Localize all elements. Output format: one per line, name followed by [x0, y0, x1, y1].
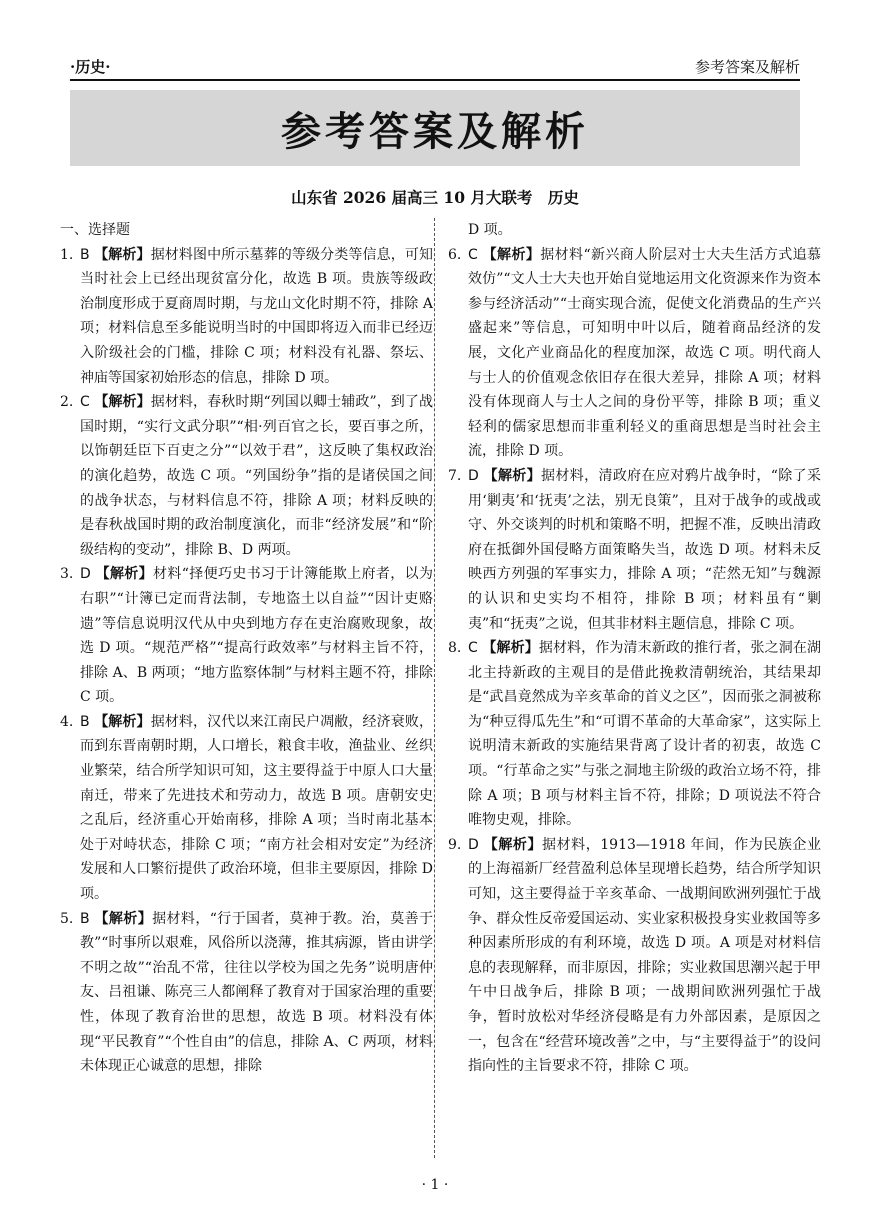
item-answer: C [468, 640, 478, 657]
item-answer: B [80, 713, 90, 730]
item-answer: C [80, 394, 90, 411]
item-text: 据材料，汉代以来江南民户凋敝，经济衰败，而到东晋南朝时期，人口增长，粮食丰收，渔盐业、丝织业繁荣，结合所学知识可知，这主要得益于中原人口大量南迁，带来了先进技术和劳动力，故选 B 项。唐朝安史之乱后，经济重心开始南移，排除 A 项；当时南北基本处于对峙状态，排除 C 项；“南方社会相对安定”为经济发展和人口繁衍提供了政治环境，但非主要原因，排除 D 项。 [80, 713, 434, 903]
section-title: 一、选择题 [60, 222, 130, 238]
item-answer: B [80, 246, 90, 263]
exam-subtitle: 山东省 2026 届高三 10 月大联考 历史 [291, 188, 579, 207]
answer-item [448, 636, 821, 833]
item-keyword: 【解析】 [482, 640, 539, 657]
answer-item [448, 243, 821, 464]
item-number: 7. [448, 467, 462, 484]
item-text: 据材料，春秋时期“列国以卿士辅政”，到了战国时期，“实行文武分职”“相·列百官之长，要百事之所，以饰朝廷臣下百吏之分”“以效于君”，这反映了集权政治的演化趋势，故选 C 项。“列国纷争”指的是诸侯国之间的战争状态，与材料信息不符，排除 A 项；材料反映的是春秋战国时期的政治制度演化，而非“经济发展”和“阶级结构的变动”，排除 B、D 两项。 [80, 394, 433, 558]
page-number: · 1 · [421, 1177, 449, 1193]
item-text: 据材料，作为清末新政的推行者，张之洞在湖北主持新政的主观目的是借此挽救清朝统治，其结果却是“武昌竟然成为辛亥革命的首义之区”，因而张之洞被称为“种豆得瓜先生”和“可谓不革命的大革命家”，这实际上说明清末新政的实施结果背离了设计者的初衷，故选 C 项。“行革命之实”与张之洞地主阶级的政治立场不符，排除 A 项；B 项与材料主旨不符，排除；D 项说法不符合唯物史观，排除。 [468, 640, 822, 829]
item-text: 据材料“新兴商人阶层对士大夫生活方式追慕效仿”“文人士大夫也开始自觉地运用文化资源来作为资本参与经济活动”“士商实现合流，促使文化消费品的生产兴盛起来”等信息，可知明中叶以后，随着商品经济的发展，文化产业商品化的程度加深，故选 C 项。明代商人与士人的价值观念依旧存在很大差异，排除 A 项；材料没有体现商人与士人之间的身份平等，排除 B 项；重义轻利的儒家思想而非重利轻义的重商思想是当时社会主流，排除 D 项。 [468, 246, 822, 460]
item-number: 8. [448, 640, 462, 657]
item-text: 据材料，1913—1918 年间，作为民族企业的上海福新厂经营盈利总体呈现增长趋势，结合所学知识可知，这主要得益于辛亥革命、一战期间欧洲列强忙于战争、群众性反帝爱国运动、实业家积极投身实业救国等多种因素所形成的有利环境，故选 D 项。A 项是对材料信息的表现解释，而非原因，排除；实业救国思潮兴起于甲午中日战争后，排除 B 项；一战期间欧洲列强忙于战争，暂时放松对华经济侵略是有力外部因素，是原因之一，包含在“经营环境改善”之中，与“主要得益于”的设问指向性的主旨要求不符，排除 C 项。 [468, 836, 821, 1075]
item-text: 据材料，清政府在应对鸦片战争时，“除了采用‘剿夷’和‘抚夷’之法，别无良策”，且对于战争的或战或守、外交谈判的时机和策略不明，把握不准，反映出清政府在抵御外国侵略方面策略失当，故选 D 项。材料未反映西方列强的军事实力，排除 A 项；“茫然无知”与魏源的认识和史实均不相符，排除 B 项；材料虽有“剿夷”和“抚夷”之说，但其非材料主题信息，排除 C 项。 [468, 467, 822, 632]
answer-item [448, 464, 821, 636]
item-keyword: 【解析】 [482, 246, 541, 263]
column-divider [434, 218, 435, 1158]
item-number: 2. [60, 394, 74, 411]
item-text: 据材料图中所示墓葬的等级分类等信息，可知当时社会上已经出现贫富分化，故选 B 项。贵族等级政治制度形成于夏商周时期，与龙山文化时期不符，排除 A 项；材料信息至多能说明当时的中国即将迈入而非已经迈入阶级社会的门槛，排除 C 项；材料没有礼器、祭坛、神庙等国家初始形态的信息，排除 D 项。 [80, 246, 434, 386]
header-subject: ·历史· [70, 58, 111, 76]
item-answer: C [468, 246, 478, 263]
item-number: 5. [60, 910, 74, 927]
item-answer: B [80, 910, 90, 927]
item-keyword: 【解析】 [483, 467, 542, 484]
answer-item [60, 907, 433, 1079]
header-title: 参考答案及解析 [694, 58, 800, 76]
continued-text: D 项。 [468, 222, 512, 238]
item-number: 1. [60, 246, 74, 263]
item-answer: D [468, 836, 479, 853]
item-text: 材料“择便巧史书习于计簿能欺上府者，以为右职”“计簿已定而背法制，专地盗土以自益”“因计吏赂遗”等信息说明汉代从中央到地方存在吏治腐败现象，故选 D 项。“规范严格”“提高行政效率”与材料主旨不符，排除 A、B 两项；“地方监察体制”与材料主题不符，排除 C 项。 [80, 566, 434, 706]
right-column [448, 218, 821, 1079]
item-keyword: 【解析】 [483, 836, 543, 853]
item-number: 9. [448, 836, 462, 853]
title-banner [70, 90, 800, 166]
banner-title: 参考答案及解析 [281, 108, 589, 155]
item-answer: D [468, 467, 479, 484]
item-text: 据材料，“行于国者，莫神于教。治，莫善于教”“时事所以艰难，风俗所以浇薄，推其病源，皆由讲学不明之故”“治乱不常，往往以学校为国之先务”说明唐仲友、吕祖谦、陈亮三人都阐释了教育对于国家治理的重要性，体现了教育治世的思想，故选 B 项。材料没有体现“平民教育”“个性自由”的信息，排除 A、C 两项，材料未体现正心诚意的思想，排除 [80, 910, 434, 1075]
item-number: 3. [60, 566, 74, 583]
item-keyword: 【解析】 [94, 394, 151, 411]
item-answer: D [80, 566, 91, 583]
answer-item [60, 710, 433, 907]
item-number: 4. [60, 713, 74, 730]
header-rule [70, 79, 800, 81]
answer-item [448, 833, 821, 1079]
left-column [60, 218, 433, 1079]
answer-item [60, 243, 433, 391]
item-keyword: 【解析】 [94, 246, 151, 263]
item-number: 6. [448, 246, 462, 263]
answer-item [60, 562, 433, 710]
item-keyword: 【解析】 [94, 713, 151, 730]
item-keyword: 【解析】 [94, 910, 153, 927]
answer-item [60, 390, 433, 562]
item-keyword: 【解析】 [95, 566, 154, 583]
